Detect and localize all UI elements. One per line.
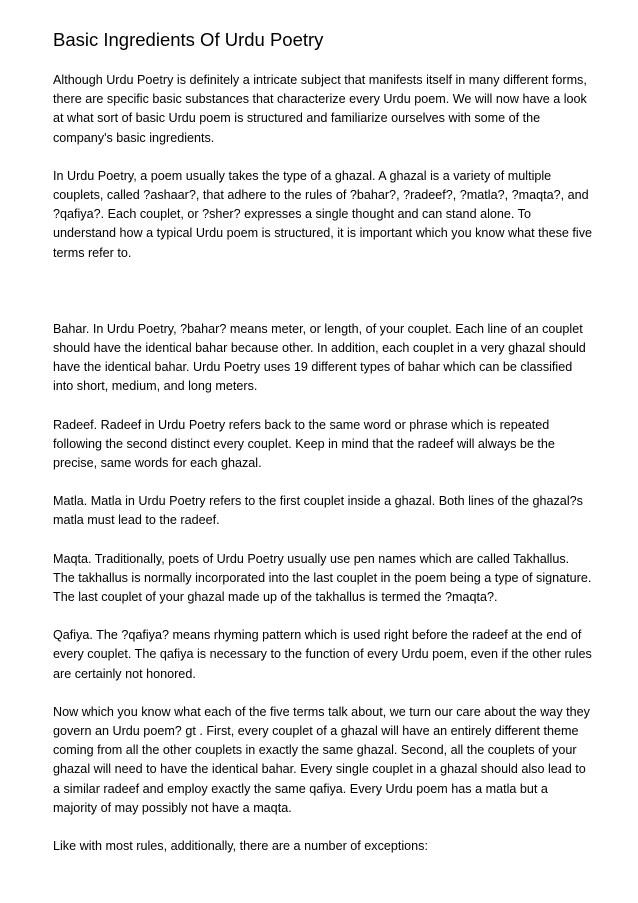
document-title: Basic Ingredients Of Urdu Poetry	[53, 29, 324, 50]
paragraph-exceptions: Like with most rules, additionally, there are a number of exceptions:	[53, 839, 428, 854]
document-page	[53, 28, 593, 875]
paragraph-radeef: Radeef. Radeef in Urdu Poetry refers back to the same word or phrase which is repeated following the second distinct every couplet. Keep in mind that the radeef will always be the precise, same words for each ghazal.	[53, 417, 555, 471]
paragraph-matla: Matla. Matla in Urdu Poetry refers to the first couplet inside a ghazal. Both lines of the ghazal?s matla must lead to the radeef.	[53, 494, 583, 528]
paragraph-bahar: Bahar. In Urdu Poetry, ?bahar? means meter, or length, of your couplet. Each line of an couplet should have the identical bahar because other. In addition, each couplet in a very ghazal should have the identical bahar. Urdu Poetry uses 19 different types of bahar which can be classified into short, medium, and long meters.	[53, 321, 586, 394]
paragraph-rules: Now which you know what each of the five terms talk about, we turn our care about the way they govern an Urdu poem? gt . First, every couplet of a ghazal will have an entirely different theme coming from all the other couplets in exactly the same ghazal. Second, all the couplets of your ghazal will need to have the identical bahar. Every single couplet in a ghazal should also lead to a similar radeef and employ exactly the same qafiya. Every Urdu poem has a matla but a majority of may possibly not have a maqta.	[53, 704, 590, 815]
paragraph-maqta: Maqta. Traditionally, poets of Urdu Poetry usually use pen names which are called Takhallus. The takhallus is normally incorporated into the last couplet in the poem being a type of signature. The last couplet of your ghazal made up of the takhallus is termed the ?maqta?.	[53, 551, 592, 605]
paragraph-qafiya: Qafiya. The ?qafiya? means rhyming pattern which is used right before the radeef at the end of every couplet. The qafiya is necessary to the function of every Urdu poem, even if the other rules are certainly not honored.	[53, 628, 592, 681]
paragraph-intro: Although Urdu Poetry is definitely a intricate subject that manifests itself in many different forms, there are specific basic substances that characterize every Urdu poem. We will now have a look at what sort of basic Urdu poem is structured and familiarize ourselves with some of the company's basic ingredients.	[53, 73, 587, 145]
paragraph-ghazal: In Urdu Poetry, a poem usually takes the type of a ghazal. A ghazal is a variety of multiple couplets, called ?ashaar?, that adhere to the rules of ?bahar?, ?radeef?, ?matla?, ?maqta?, and ?qafiya?. Each couplet, or ?sher? expresses a single thought and can stand alone. To understand how a typical Urdu poem is structured, it is important which you know what these five terms refer to.	[53, 168, 592, 260]
